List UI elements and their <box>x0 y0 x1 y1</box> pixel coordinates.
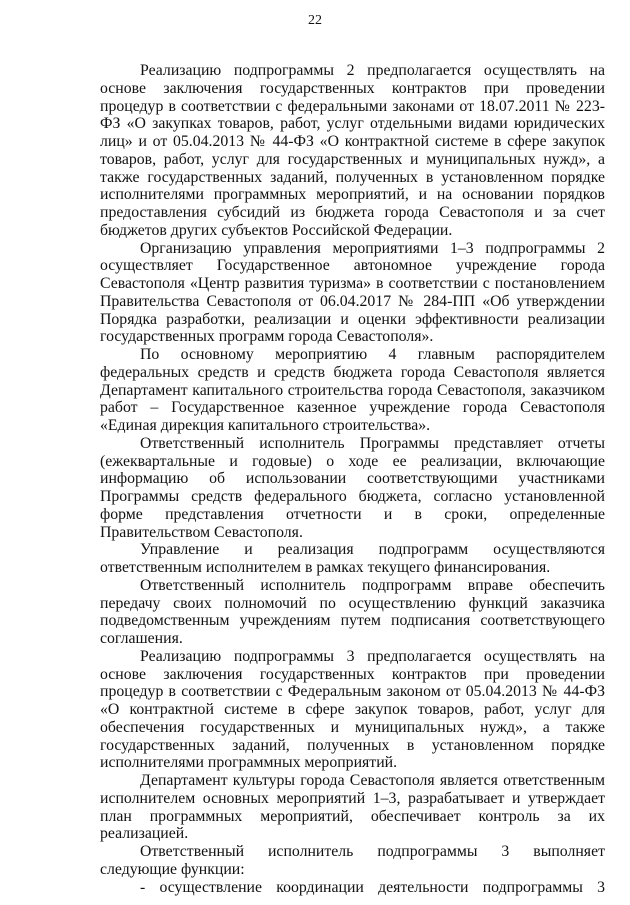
list-item-coordination: - осуществление координации деятельности подпрограммы 3 <box>140 878 605 896</box>
paragraph-delegation: Ответственный исполнитель подпрограмм вправе обеспечить передачу своих полномочий по осуществлению функций заказчика подведомственным учреждениям путем подписания соответствующего соглашения. <box>100 576 605 647</box>
paragraph-subprogram-2-management: Организацию управления мероприятиями 1–3 подпрограммы 2 осуществляет Государственное автономное учреждение города Севастополя «Центр развития туризма» в соответствии с постановлением Правительства Севастополя от 06.04.2017 № 284-ПП «Об утверждении Порядка разработки, реализации и оценки эффективности реализации государственных программ города Севастополя». <box>100 239 605 346</box>
paragraph-subprogram-3-implementation: Реализацию подпрограммы 3 предполагается осуществлять на основе заключения государственных контрактов при проведении процедур в соответствии с Федеральным законом от 05.04.2013 № 44-ФЗ «О контрактной системе в сфере закупок товаров, работ, услуг для обеспечения государственных и муниципальных нужд», а также государственных заданий, полученных в установленном порядке исполнителями программных мероприятий. <box>100 647 605 772</box>
document-body <box>100 62 605 896</box>
paragraph-main-measure-4: По основному мероприятию 4 главным распорядителем федеральных средств и средств бюджета города Севастополя является Департамент капитального строительства города Севастополя, заказчиком работ – Государственное казенное учреждение города Севастополя «Единая дирекция капитального строительства». <box>100 346 605 434</box>
paragraph-functions-intro: Ответственный исполнитель подпрограммы 3 выполняет следующие функции: <box>100 843 605 878</box>
paragraph-management-financing: Управление и реализация подпрограмм осуществляются ответственным исполнителем в рамках текущего финансирования. <box>100 541 605 576</box>
paragraph-culture-department: Департамент культуры города Севастополя является ответственным исполнителем основных мероприятий 1–3, разрабатывает и утверждает план программных мероприятий, обеспечивает контроль за их реализацией. <box>100 772 605 843</box>
paragraph-subprogram-2-implementation: Реализацию подпрограммы 2 предполагается осуществлять на основе заключения государственных контрактов при проведении процедур в соответствии с федеральными законами от 18.07.2011 № 223-ФЗ «О закупках товаров, работ, услуг отдельными видами юридических лиц» и от 05.04.2013 № 44-ФЗ «О контрактной системе в сфере закупок товаров, работ, услуг для государственных и муниципальных нужд», а также государственных заданий, полученных в установленном порядке исполнителями программных мероприятий, и на основании порядков предоставления субсидий из бюджета города Севастополя и за счет бюджетов других субъектов Российской Федерации. <box>100 62 605 239</box>
paragraph-reporting: Ответственный исполнитель Программы представляет отчеты (ежеквартальные и годовые) о ходе ее реализации, включающие информацию об использовании соответствующими участниками Программы средств федерального бюджета, согласно установленной форме представления отчетности и в сроки, определенные Правительством Севастополя. <box>100 434 605 541</box>
page-number: 22 <box>308 13 322 28</box>
